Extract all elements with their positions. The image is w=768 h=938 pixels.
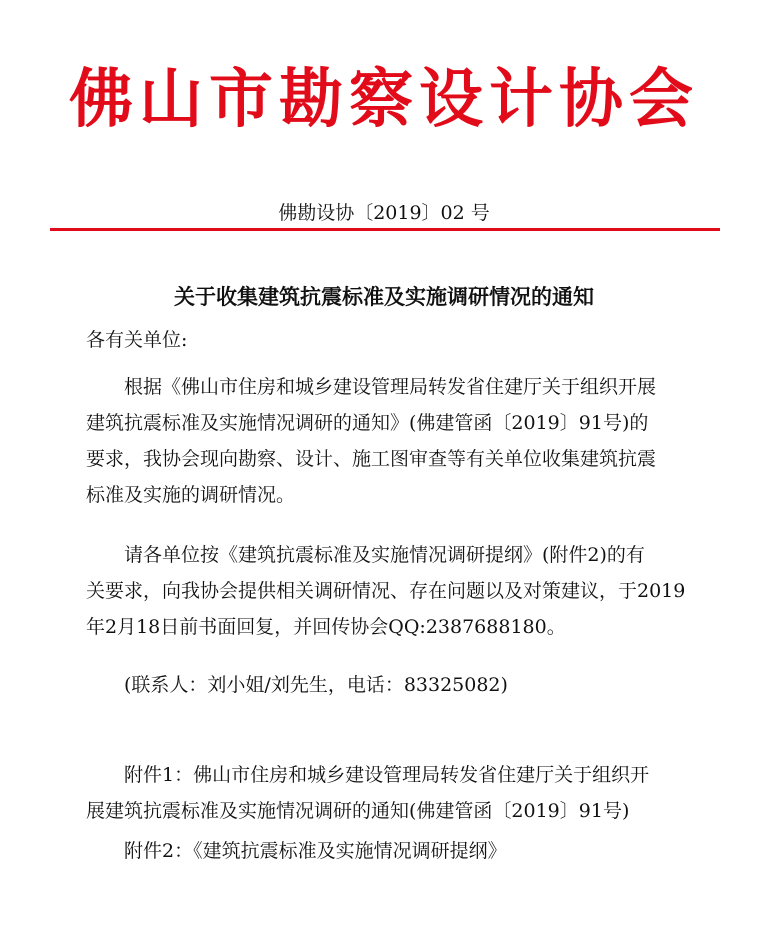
body-paragraph-1 bbox=[86, 369, 686, 513]
paragraph-line: 关要求，向我协会提供相关调研情况、存在问题以及对策建议，于2019 bbox=[86, 580, 686, 602]
paragraph-line: 年2月18日前书面回复，并回传协会QQ:2387688180。 bbox=[86, 616, 566, 638]
attachment-line: 附件1：佛山市住房和城乡建设管理局转发省住建厅关于组织开 bbox=[124, 764, 650, 786]
body-paragraph-2 bbox=[86, 537, 686, 645]
notice-title: 关于收集建筑抗震标准及实施调研情况的通知 bbox=[174, 284, 594, 309]
organization-header: 佛山市勘察设计协会 bbox=[69, 63, 699, 137]
attachment-2 bbox=[86, 833, 686, 869]
paragraph-line: 请各单位按《建筑抗震标准及实施情况调研提纲》(附件2)的有 bbox=[124, 544, 645, 566]
document-number: 佛勘设协〔2019〕02 号 bbox=[278, 202, 490, 224]
paragraph-line: 根据《佛山市住房和城乡建设管理局转发省住建厅关于组织开展 bbox=[124, 376, 657, 398]
attachment-line: 附件2：《建筑抗震标准及实施情况调研提纲》 bbox=[124, 840, 507, 862]
contact-info: (联系人：刘小姐/刘先生，电话：83325082) bbox=[124, 674, 508, 696]
attachment-line: 展建筑抗震标准及实施情况调研的通知(佛建管函〔2019〕91号) bbox=[86, 800, 630, 822]
attachment-1 bbox=[86, 757, 686, 829]
paragraph-line: 要求，我协会现向勘察、设计、施工图审查等有关单位收集建筑抗震 bbox=[86, 448, 657, 470]
header-divider-line bbox=[50, 228, 720, 231]
paragraph-line: 建筑抗震标准及实施情况调研的通知》(佛建管函〔2019〕91号)的 bbox=[86, 412, 649, 434]
salutation: 各有关单位: bbox=[86, 329, 188, 351]
paragraph-line: 标准及实施的调研情况。 bbox=[86, 484, 296, 506]
